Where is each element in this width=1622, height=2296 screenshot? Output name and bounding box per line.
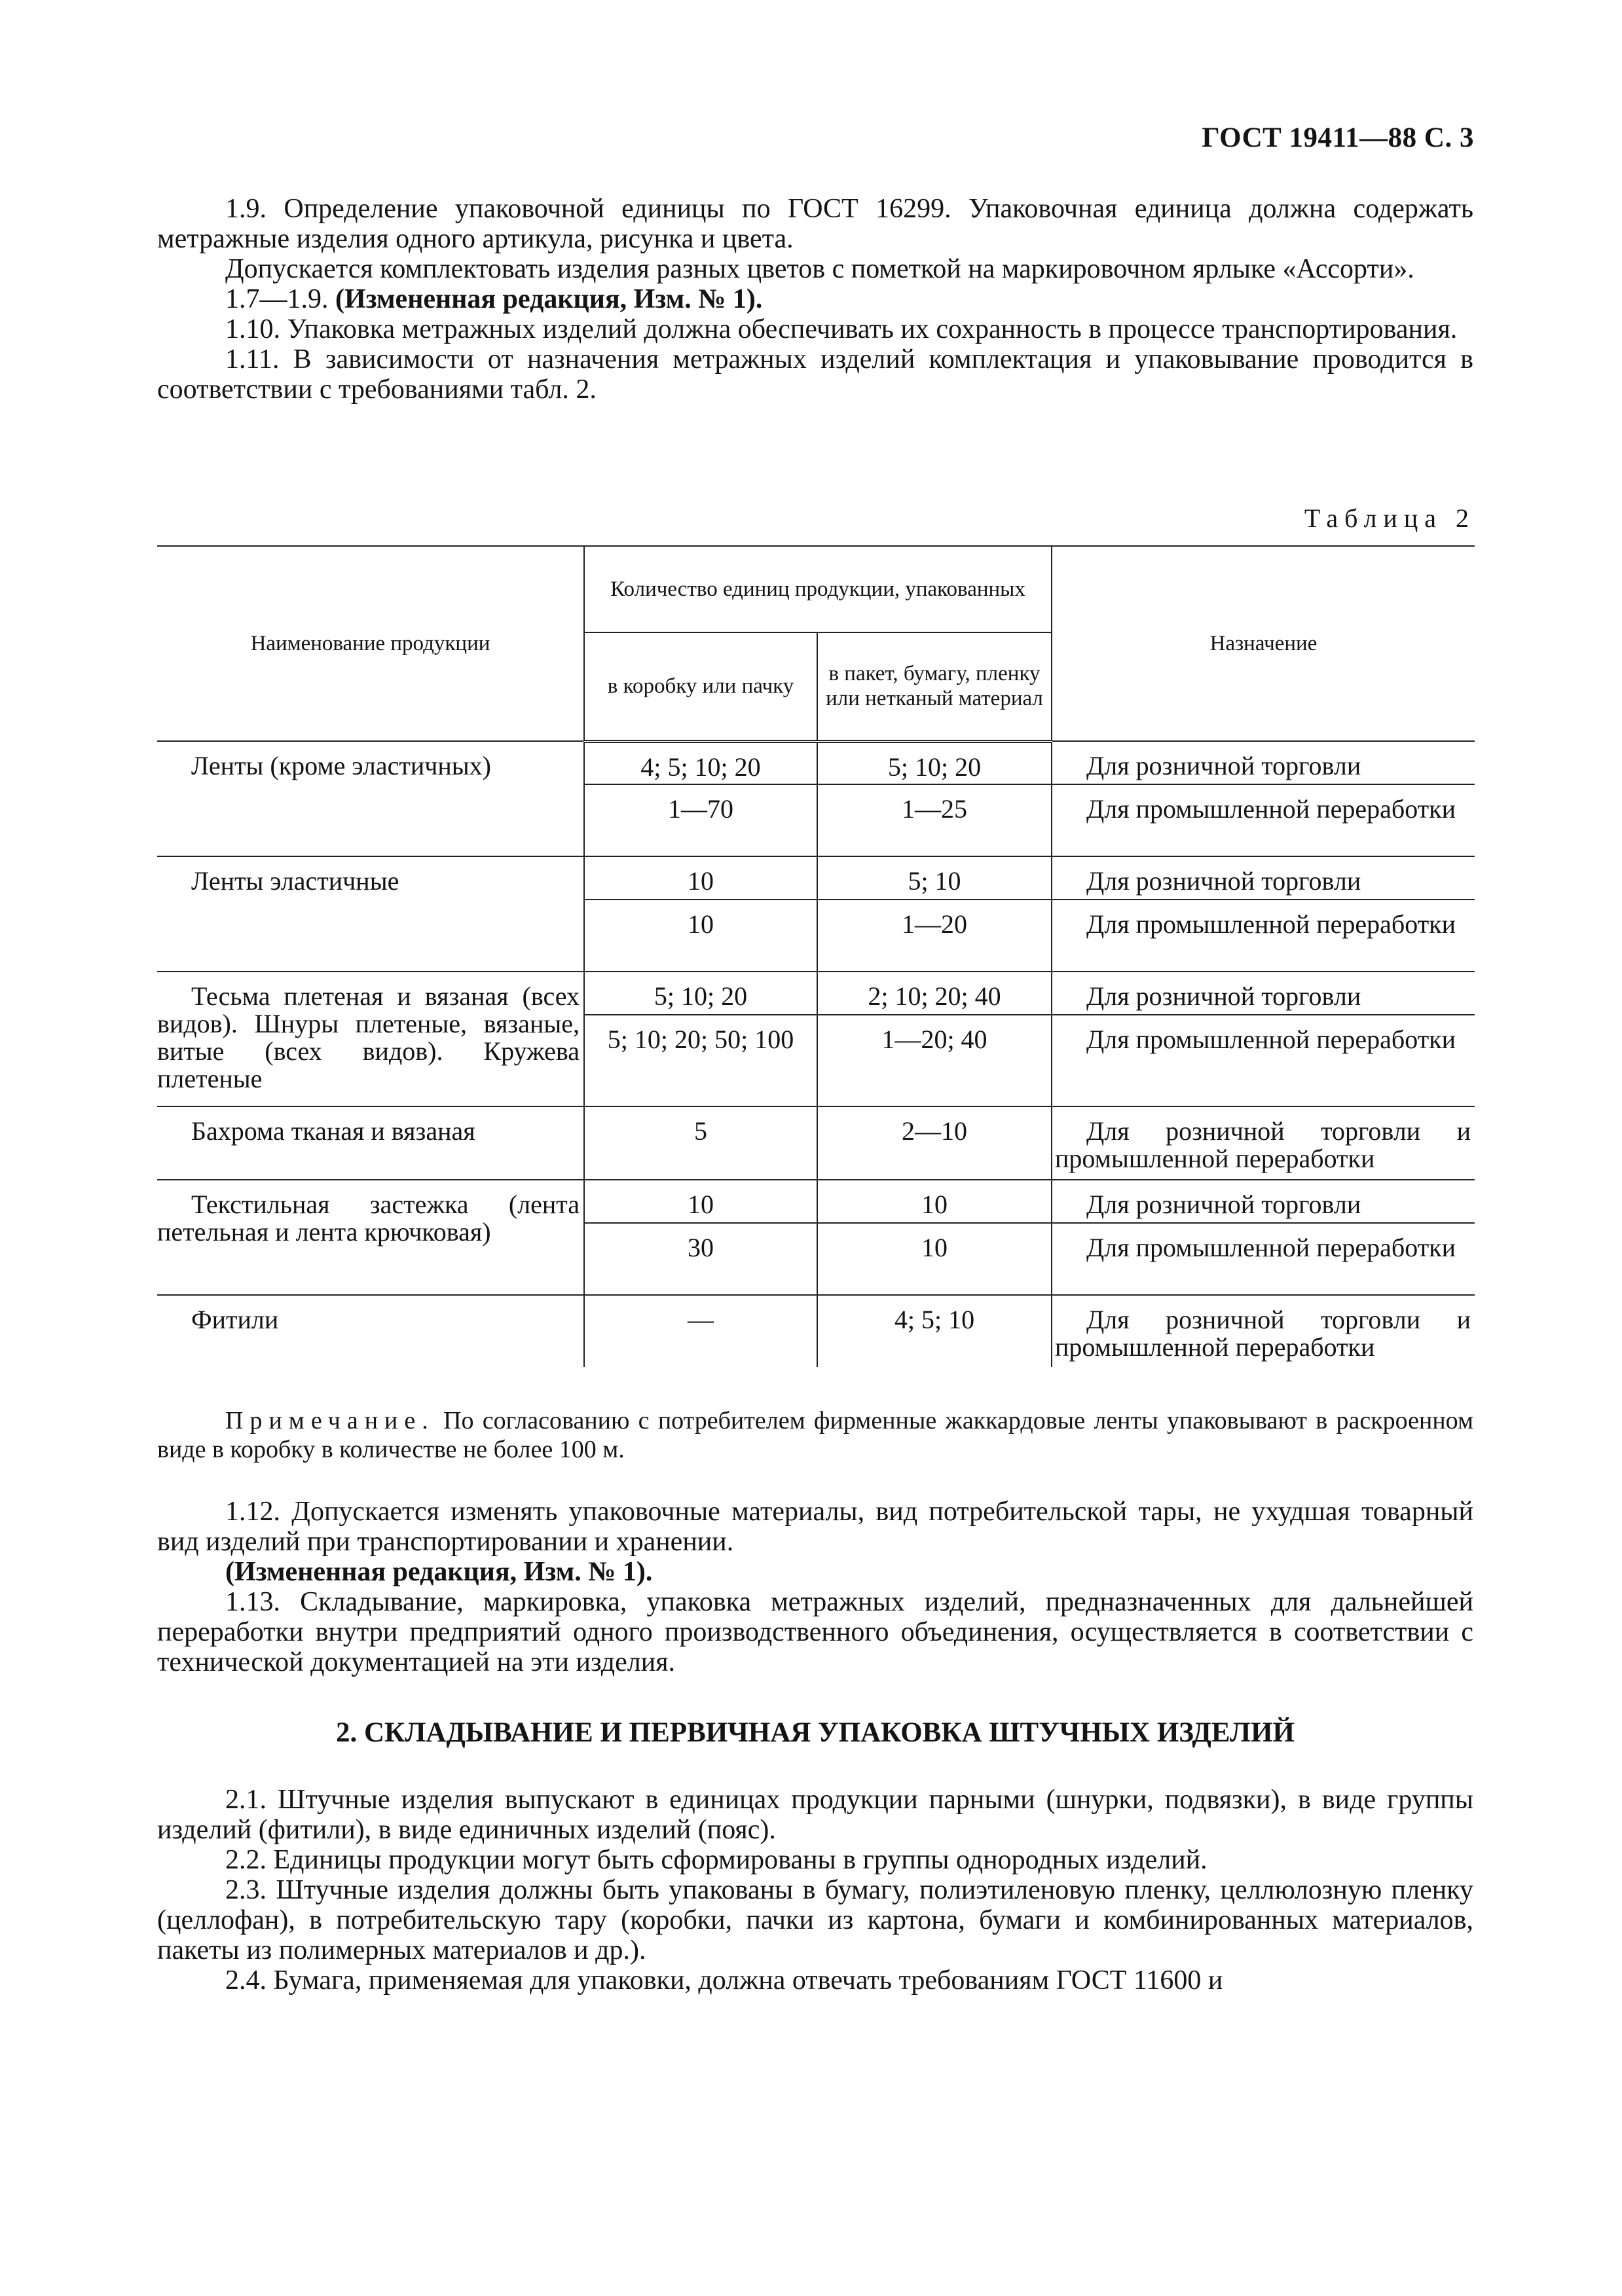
table-row — [157, 856, 1475, 900]
group-ribbons — [157, 741, 1475, 856]
paragraph-2-2: 2.2. Единицы продукции могут быть сформированы в группы однородных изделий. — [225, 1845, 1207, 1875]
group-fringe — [157, 1106, 1475, 1180]
cell-box: 5 — [584, 1106, 817, 1180]
intro-text — [157, 194, 1473, 405]
header-pack: в пакет, бумагу, пленку или нетканый материал — [817, 632, 1052, 741]
amendment-ref: 1.7—1.9. — [225, 284, 329, 314]
cell-pack: 1—20 — [817, 900, 1052, 972]
packing-table — [157, 545, 1475, 1367]
table-row — [157, 1180, 1475, 1223]
cell-purpose: Для розничной торговли — [1052, 856, 1475, 900]
cell-box: 10 — [584, 856, 817, 900]
cell-pack: 5; 10 — [817, 856, 1052, 900]
amendment-label: (Измененная редакция, Изм. № 1). — [335, 284, 763, 314]
table-row — [157, 972, 1475, 1015]
cell-purpose: Для промышленной переработки — [1052, 784, 1475, 856]
cell-purpose: Для розничной торговли — [1052, 1180, 1475, 1223]
section-text — [157, 1785, 1473, 1995]
body-text — [157, 1497, 1473, 1677]
cell-pack: 4; 5; 10 — [817, 1295, 1052, 1367]
paragraph-2-4: 2.4. Бумага, применяемая для упаковки, должна отвечать требованиям ГОСТ 11600 и — [225, 1965, 1223, 1995]
cell-box: 10 — [584, 900, 817, 972]
cell-purpose: Для розничной торговли — [1052, 972, 1475, 1015]
amendment-note — [157, 284, 1473, 314]
paragraph-1-9: 1.9. Определение упаковочной единицы по ГОСТ 16299. Упаковочная единица должна содержать метражные изделия одного артикула, рисунка и цвета. — [157, 194, 1473, 254]
paragraph-assorti: Допускается комплектовать изделия разных цветов с пометкой на маркировочном ярлыке «Ассорти». — [225, 254, 1414, 284]
cell-box: 5; 10; 20; 50; 100 — [584, 1015, 817, 1106]
note-label: Примечание. — [225, 1407, 435, 1434]
cell-purpose: Для розничной торговли — [1052, 741, 1475, 784]
cell-box: 10 — [584, 1180, 817, 1223]
cell-box: 5; 10; 20 — [584, 972, 817, 1015]
header-product-name: Наименование продукции — [157, 546, 584, 741]
cell-pack: 1—25 — [817, 784, 1052, 856]
product-name: Ленты (кроме эластичных) — [157, 741, 584, 856]
cell-purpose: Для промышленной переработки — [1052, 1223, 1475, 1295]
group-elastic-ribbons — [157, 856, 1475, 972]
cell-purpose: Для промышленной переработки — [1052, 1015, 1475, 1106]
cell-pack: 1—20; 40 — [817, 1015, 1052, 1106]
table-row — [157, 1295, 1475, 1367]
paragraph-1-10: 1.10. Упаковка метражных изделий должна обеспечивать их сохранность в процессе транспортирования. — [225, 314, 1458, 344]
cell-pack: 10 — [817, 1180, 1052, 1223]
product-name: Ленты эластичные — [157, 856, 584, 972]
paragraph-2-3: 2.3. Штучные изделия должны быть упакованы в бумагу, полиэтиленовую пленку, целлюлозную пленку (целлофан), в потребительскую тару (коробки, пачки из картона, бумаги и комбинированных материалов, пакеты из полимерных материалов и др.). — [157, 1875, 1473, 1965]
paragraph-2-1: 2.1. Штучные изделия выпускают в единицах продукции парными (шнурки, подвязки), в виде группы изделий (фитили), в виде единичных изделий (пояс). — [157, 1785, 1473, 1845]
cell-purpose: Для промышленной переработки — [1052, 900, 1475, 972]
cell-pack: 10 — [817, 1223, 1052, 1295]
cell-box: 1—70 — [584, 784, 817, 856]
paragraph-1-12: 1.12. Допускается изменять упаковочные материалы, вид потребительской тары, не ухудшая товарный вид изделий при транспортировании и хранении. — [157, 1497, 1473, 1557]
group-braid — [157, 972, 1475, 1106]
cell-box: 4; 5; 10; 20 — [584, 741, 817, 784]
note-text: По согласованию с потребителем фирменные жаккардовые ленты упаковывают в раскроенном виде в коробку в количестве не более 100 м. — [157, 1407, 1473, 1463]
cell-pack: 2; 10; 20; 40 — [817, 972, 1052, 1015]
table-row — [157, 741, 1475, 784]
header-quantity: Количество единиц продукции, упакованных — [584, 546, 1052, 632]
amendment-note-2: (Измененная редакция, Изм. № 1). — [225, 1557, 653, 1587]
table-label: Таблица 2 — [1304, 503, 1475, 533]
table-note — [157, 1406, 1473, 1464]
paragraph-1-11: 1.11. В зависимости от назначения метражных изделий комплектация и упаковывание проводится в соответствии с требованиями табл. 2. — [157, 344, 1473, 405]
section-title: 2. СКЛАДЫВАНИЕ И ПЕРВИЧНАЯ УПАКОВКА ШТУЧНЫХ ИЗДЕЛИЙ — [336, 1717, 1295, 1748]
cell-pack: 5; 10; 20 — [817, 741, 1052, 784]
group-wicks — [157, 1295, 1475, 1367]
product-name: Текстильная застежка (лента петельная и лента крючковая) — [157, 1180, 584, 1295]
product-name: Бахрома тканая и вязаная — [157, 1106, 584, 1180]
cell-purpose: Для розничной торговли и промышленной переработки — [1052, 1106, 1475, 1180]
header-box: в коробку или пачку — [584, 632, 817, 741]
header-purpose: Назначение — [1052, 546, 1475, 741]
paragraph-1-13: 1.13. Складывание, маркировка, упаковка метражных изделий, предназначенных для дальнейшей переработки внутри предприятий одного производственного объединения, осуществляется в соответствии с технической документацией на эти изделия. — [157, 1587, 1473, 1677]
table-row — [157, 1106, 1475, 1180]
cell-box: 30 — [584, 1223, 817, 1295]
cell-purpose: Для розничной торговли и промышленной переработки — [1052, 1295, 1475, 1367]
cell-box: — — [584, 1295, 817, 1367]
group-fastener — [157, 1180, 1475, 1295]
page-header: ГОСТ 19411—88 С. 3 — [1202, 122, 1474, 153]
cell-pack: 2—10 — [817, 1106, 1052, 1180]
product-name: Фитили — [157, 1295, 584, 1367]
product-name: Тесьма плетеная и вязаная (всех видов). Шнуры плетеные, вязаные, витые (всех видов). Кружева плетеные — [157, 972, 584, 1106]
